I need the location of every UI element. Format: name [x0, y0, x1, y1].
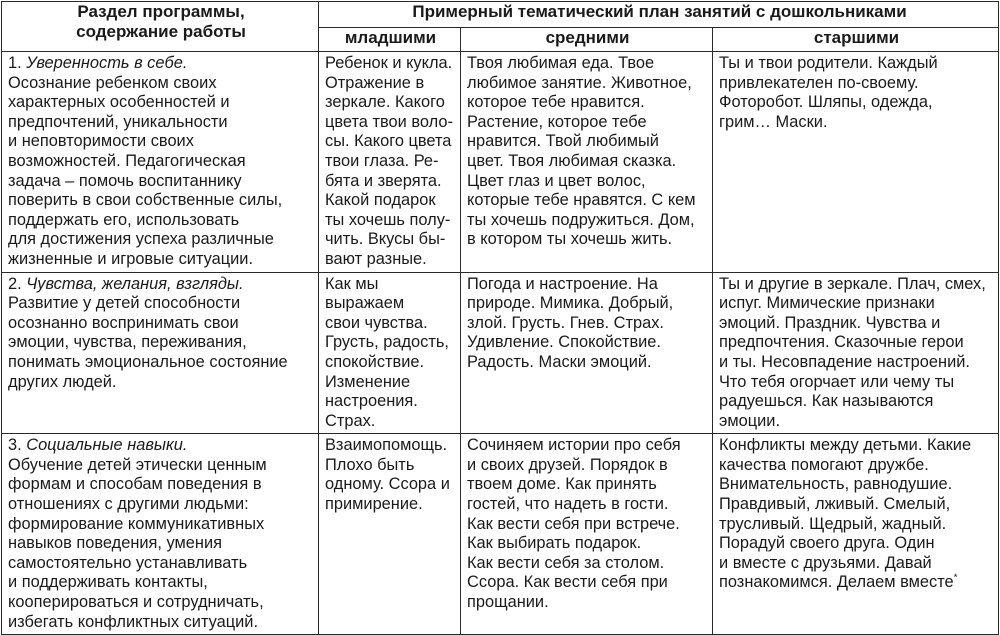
section-content-line: отношениях с другими людьми:	[8, 495, 249, 514]
section-content-line: и неповторимости своих	[8, 132, 194, 151]
middle-topic-line: Как выбирать подарок.	[467, 534, 642, 553]
section-content-line: самостоятельно устанавливать	[8, 553, 248, 572]
middle-topic-line: которые тебе нравятся. С кем	[467, 191, 696, 210]
section-column-header: Раздел программы, содержание работы	[2, 2, 319, 52]
middle-topic-line: Погода и настроение. На	[467, 274, 658, 293]
junior-topic-line: выражаем	[325, 294, 405, 313]
section-content-line: эмоции, чувства, переживания,	[8, 333, 247, 352]
section-content-line: предпочтений, уникальности	[8, 112, 228, 131]
middle-topic-line: ты хочешь подружиться. Дом,	[467, 210, 695, 229]
junior-topic-line: Плохо быть	[325, 455, 415, 474]
section-content-line: жизненные и игровые ситуации.	[8, 249, 254, 268]
middle-topic-line: Как вести себя за столом.	[467, 553, 665, 572]
junior-group-header: младшими	[319, 28, 461, 52]
junior-topics-cell	[319, 272, 461, 434]
table-row	[2, 52, 999, 273]
junior-topic-line: Ребенок и кукла.	[325, 54, 453, 72]
section-content-line: поверить в свои собственные силы,	[8, 191, 283, 210]
middle-topic-line: любимое занятие. Животное,	[467, 73, 692, 92]
junior-topic-line: цвета твои воло-	[325, 112, 453, 131]
junior-topic-line: сы. Какого цвета	[325, 132, 452, 151]
middle-topic-line: цвет. Твоя любимая сказка.	[467, 151, 677, 170]
section-content-line: формирование коммуникативных	[8, 514, 265, 533]
junior-topic-line: бята и зверята.	[325, 171, 442, 190]
junior-topic-line: вают разные.	[325, 249, 427, 268]
senior-topic-line: радуешься. Как называются	[719, 392, 934, 411]
senior-topic-line: Ты и другие в зеркале. Плач, смех,	[719, 274, 986, 293]
section-content-line: и поддерживать контакты,	[8, 573, 208, 592]
section-content-line: Обучение детей этически ценным	[8, 455, 267, 474]
section-cell	[2, 52, 319, 273]
middle-topic-line: Как вести себя при встрече.	[467, 514, 680, 533]
section-content-line: возможностей. Педагогическая	[8, 151, 246, 170]
senior-topic-line: познакомимся. Делаем вместе*	[719, 572, 958, 592]
section-title: Чувства, желания, взгляды.	[26, 274, 244, 293]
senior-topic-line: Порадуй своего друга. Один	[719, 534, 935, 553]
middle-topic-line: гостей, что надеть в гости.	[467, 495, 669, 514]
section-content-line: кооперироваться и сотрудничать,	[8, 593, 264, 612]
junior-topic-line: Грусть, радость,	[325, 333, 449, 352]
junior-topic-line: Отражение в	[325, 73, 425, 92]
senior-topic-line: грим… Маски.	[719, 112, 828, 131]
senior-topic-line: Конфликты между детьми. Какие	[719, 436, 972, 455]
senior-topics-cell	[713, 434, 999, 635]
middle-topic-line: в котором ты хочешь жить.	[467, 230, 673, 249]
section-content-line: для достижения успеха различные	[8, 230, 274, 249]
junior-topic-line: Как мы	[325, 274, 379, 293]
senior-topic-line: привлекателен по-своему.	[719, 73, 919, 92]
table-row	[2, 272, 999, 434]
table-row	[2, 434, 999, 635]
junior-topic-line: ты хочешь полу-	[325, 210, 451, 229]
section-content-line: характерных особенностей и	[8, 93, 230, 112]
section-content-line: формам и способам поведения в	[8, 475, 262, 494]
junior-topic-line: примирение.	[325, 495, 423, 514]
senior-topic-line: Правдивый, лживый. Смелый,	[719, 495, 951, 514]
senior-topic-line: испуг. Мимические признаки	[719, 294, 935, 313]
section-number: 1.	[8, 54, 22, 72]
middle-topic-line: Сочиняем истории про себя	[467, 436, 681, 455]
section-content-line: осознанно воспринимать свои	[8, 313, 239, 332]
senior-topic-line: Ты и твои родители. Каждый	[719, 54, 938, 72]
senior-topic-line: и вместе с друзьями. Давай	[719, 553, 932, 572]
senior-topic-line: трусливый. Щедрый, жадный.	[719, 514, 947, 533]
section-content-line: избегать конфликтных ситуаций.	[8, 612, 259, 631]
section-content-line: навыков поведения, умения	[8, 534, 223, 553]
thematic-plan-table	[1, 1, 999, 635]
section-content-line: поддержать его, использовать	[8, 210, 240, 229]
section-number: 3.	[8, 436, 22, 455]
junior-topic-line: твои глаза. Ре-	[325, 151, 439, 170]
middle-topic-line: природе. Мимика. Добрый,	[467, 294, 674, 313]
section-content-line: Осознание ребенком своих	[8, 73, 217, 92]
senior-topic-line: эмоций. Праздник. Чувства и	[719, 313, 941, 332]
middle-topic-line: злой. Грусть. Гнев. Страх.	[467, 313, 664, 332]
junior-topic-line: свои чувства.	[325, 313, 428, 332]
junior-topic-line: одному. Ссора и	[325, 475, 450, 494]
middle-topics-cell	[461, 52, 713, 273]
section-content-line: понимать эмоциональное состояние	[8, 352, 288, 371]
middle-topic-line: Растение, которое тебе	[467, 112, 647, 131]
senior-topic-line: и ты. Несовпадение настроений.	[719, 352, 970, 371]
senior-topic-line: Что тебя огорчает или чему ты	[719, 372, 955, 391]
junior-topic-line: Страх.	[325, 411, 376, 430]
section-content-line: других людей.	[8, 372, 117, 391]
section-cell	[2, 434, 319, 635]
junior-topic-line: Изменение	[325, 372, 411, 391]
middle-topics-cell	[461, 434, 713, 635]
junior-topic-line: Какой подарок	[325, 191, 436, 210]
junior-topics-cell	[319, 434, 461, 635]
senior-topic-line: качества помогают дружбе.	[719, 455, 929, 474]
junior-topic-line: настроения.	[325, 392, 418, 411]
middle-topic-line: Твоя любимая еда. Твое	[467, 54, 655, 72]
middle-topic-line: нравится. Твой любимый	[467, 132, 659, 151]
senior-topics-cell	[713, 272, 999, 434]
middle-topic-line: Радость. Маски эмоций.	[467, 352, 652, 371]
middle-topics-cell	[461, 272, 713, 434]
section-content-line: задача – помочь воспитаннику	[8, 171, 242, 190]
plan-header: Примерный тематический план занятий с дошкольниками	[319, 2, 999, 28]
section-cell	[2, 272, 319, 434]
junior-topic-line: Взаимопомощь.	[325, 436, 448, 455]
middle-topic-line: Цвет глаз и цвет волос,	[467, 171, 646, 190]
middle-group-header: средними	[461, 28, 713, 52]
senior-group-header: старшими	[713, 28, 999, 52]
senior-topic-line: предпочтения. Сказочные герои	[719, 333, 964, 352]
junior-topic-line: зеркале. Какого	[325, 93, 445, 112]
junior-topic-line: чить. Вкусы бы-	[325, 230, 446, 249]
senior-topic-line: эмоции.	[719, 411, 781, 430]
senior-topic-line: Фоторобот. Шляпы, одежда,	[719, 93, 933, 112]
junior-topics-cell	[319, 52, 461, 273]
junior-topic-line: спокойствие.	[325, 352, 425, 371]
senior-topic-line: Внимательность, равнодушие.	[719, 475, 953, 494]
middle-topic-line: которое тебе нравится.	[467, 93, 645, 112]
section-content-line: Развитие у детей способности	[8, 294, 241, 313]
middle-topic-line: прощании.	[467, 593, 549, 612]
middle-topic-line: твоем доме. Как принять	[467, 475, 657, 494]
footnote-mark: *	[953, 572, 958, 584]
section-number: 2.	[8, 274, 22, 293]
middle-topic-line: Удивление. Спокойствие.	[467, 333, 661, 352]
section-title: Социальные навыки.	[26, 436, 188, 455]
section-title: Уверенность в себе.	[26, 54, 188, 72]
middle-topic-line: Ссора. Как вести себя при	[467, 573, 668, 592]
senior-topics-cell	[713, 52, 999, 273]
middle-topic-line: и своих друзей. Порядок в	[467, 455, 668, 474]
